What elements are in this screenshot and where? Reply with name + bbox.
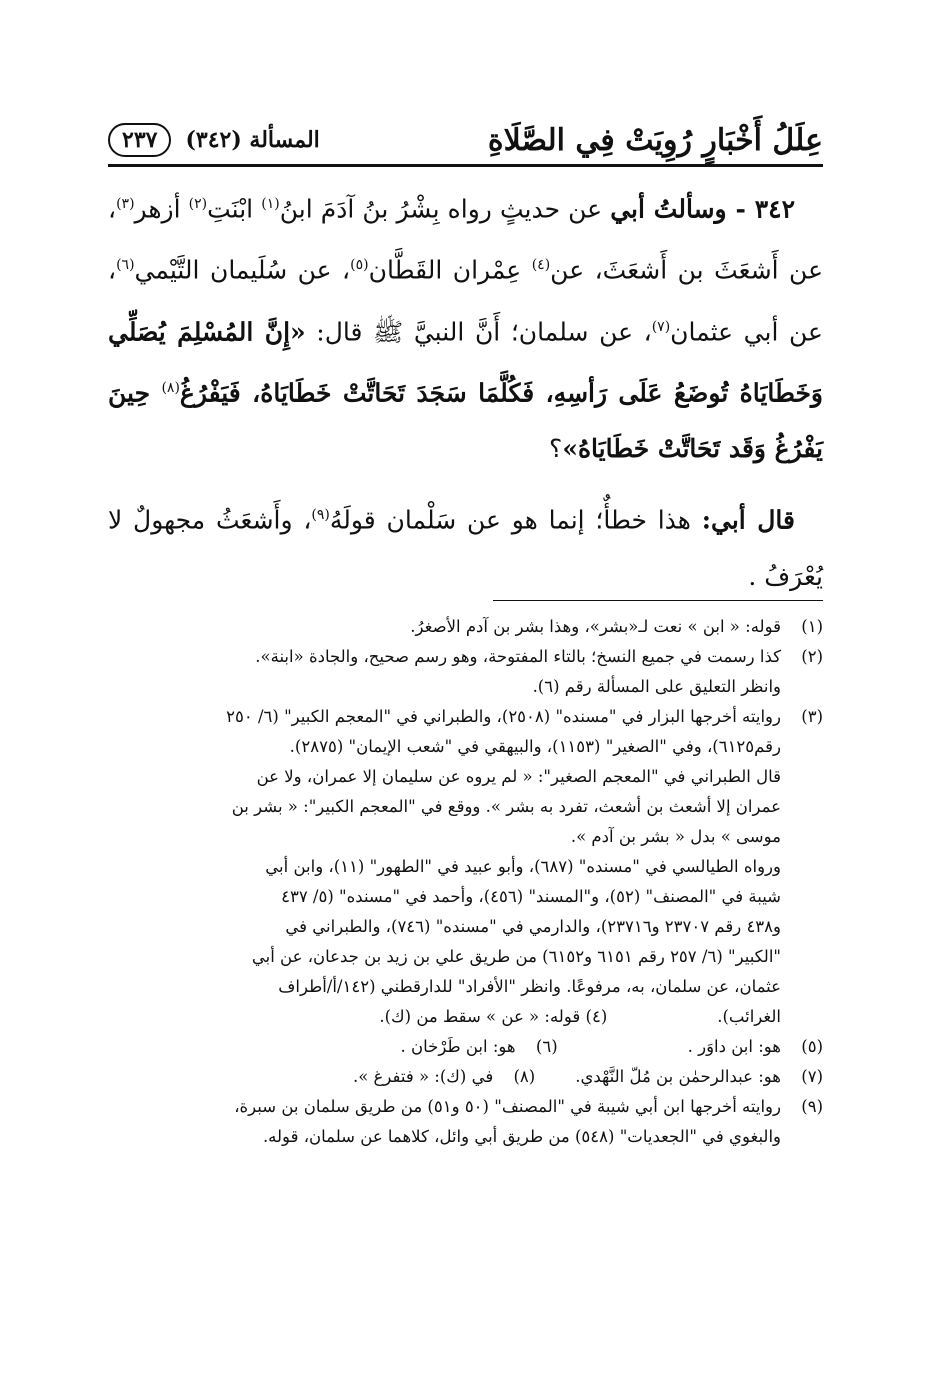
footnote-line: وانظر التعليق على المسألة رقم (٦). [532, 677, 781, 696]
footnote-4 [379, 1002, 607, 1032]
footnote-2 [108, 642, 823, 702]
footnote-ref[interactable]: (٥) [350, 257, 369, 274]
footnote-text [108, 1092, 781, 1152]
footnote-line: "الكبير" (٦/ ٢٥٧ رقم ٦١٥١ و٦١٥٢) من طريق علي بن زيد بن جدعان، عن أبي [251, 947, 781, 966]
question-number: ٣٤٢ - وسألتُ أبي [610, 194, 796, 224]
answer-paragraph [108, 487, 823, 604]
footnote-ref[interactable]: (٩) [311, 507, 330, 524]
footnote-ref[interactable]: (٣) [116, 196, 135, 212]
hadith-quote-end: حِينَ يَفْرُغُ وَقَد تَحَاتَّتْ خَطَايَاهُ» [108, 378, 823, 464]
book-title: عِلَلُ أَخْبَارٍ رُوِيَتْ فِي الصَّلَاةِ [487, 122, 823, 158]
footnotes-5-6 [108, 1032, 823, 1062]
footnote-number: (٢) [801, 647, 823, 666]
footnote-text: هو: عبدالرحمٰن بن مُلّ النَّهْدي. [575, 1067, 781, 1086]
footnote-text: هو: ابن داوَر . [687, 1037, 781, 1056]
footnote-ref[interactable]: (٧) [651, 318, 671, 335]
footnote-text: هو: ابن طَرْخان . [400, 1037, 516, 1056]
footnote-number: (٥) [801, 1037, 823, 1056]
footnote-line: عثمان، عن سلمان، به، مرفوعًا. وانظر "الأفراد" للدارقطني (١٤٢/أ/أطراف [278, 977, 781, 996]
text-run: عِمْران القَطَّان [368, 255, 532, 285]
footnote-line: كذا رسمت في جميع النسخ؛ بالتاء المفتوحة، وهو رسم صحيح، والجادة «ابنة». [255, 647, 781, 666]
main-text [108, 176, 823, 605]
footnote-number: (٤) [585, 1007, 608, 1026]
text-run: ، عن أبي عثمان [108, 255, 823, 346]
footnote-ref[interactable]: (٨) [161, 379, 180, 396]
text-run: ، وأَشعَثُ مجهولٌ لا يُعْرَفُ . [108, 505, 823, 591]
footnote-text: في (ك): « فتفرغ ». [352, 1067, 494, 1086]
footnote-rule [493, 600, 823, 601]
footnote-line: روايته أخرجها البزار في "مسنده" (٢٥٠٨)، والطبراني في "المعجم الكبير" (٦/ ٢٥٠ [226, 707, 781, 726]
text-run: ؟ [549, 434, 563, 464]
header-rule [108, 164, 823, 167]
text-run: هذا خطأٌ؛ إنما هو عن سَلْمان قولَهُ [329, 505, 702, 535]
footnote-3 [108, 702, 823, 1032]
footnote-line: الغرائب). [717, 1007, 781, 1026]
footnote-text: قوله: « عن » سقط من (ك). [379, 1007, 581, 1026]
footnote-8 [353, 1062, 535, 1092]
text-run: عن حديثٍ رواه بِشْرُ بنُ آدَمَ ابنُ [279, 194, 611, 224]
footnote-number: (٦) [535, 1037, 558, 1056]
footnote-ref[interactable]: (٦) [116, 257, 135, 274]
answer-lead: قال أبي: [701, 505, 795, 535]
footnote-line: ورواه الطيالسي في "مسنده" (٦٨٧)، وأبو عبيد في "الطهور" (١١)، وابن أبي [265, 857, 781, 876]
text-run: ، عن سلمان؛ أَنَّ النبيَّ ﷺ قال: [305, 316, 652, 346]
running-head-right [108, 123, 320, 157]
footnote-line: والبغوي في "الجعديات" (٥٤٨) من طريق أبي وائل، كلاهما عن سلمان، قوله. [262, 1127, 781, 1146]
footnote-ref[interactable]: (٢) [188, 196, 208, 212]
page-number: ٢٣٧ [108, 123, 171, 157]
footnotes [108, 612, 823, 1152]
hadith-quote: «إِنَّ المُسْلِمَ يُصَلِّي وَخَطَايَاهُ تُوضَعُ عَلَى رَأسِهِ، فَكُلَّمَا سَجَدَ تَحَاتَّتْ خَطَايَاهُ، فَيَفْرُغُ [108, 316, 823, 408]
footnote-number: (١) [801, 617, 823, 636]
text-run: ، عن سُلَيمان التَّيْمي [134, 255, 351, 285]
footnote-line: و٤٣٨ رقم ٢٣٧٠٧ و٢٣٧١٦)، والدارمي في "مسنده" (٧٤٦)، والطبراني في [285, 917, 781, 936]
footnote-number: (٣) [801, 707, 823, 726]
footnote-line: رقم٦١٢٥)، وفي "الصغير" (١١٥٣)، والبيهقي في "شعب الإيمان" (٢٨٧٥). [289, 737, 781, 756]
footnote-ref[interactable]: (١) [261, 196, 280, 212]
footnote-number: (٩) [801, 1097, 823, 1116]
footnote-line: روايته أخرجها ابن أبي شيبة في "المصنف" (٥٠ و٥١) من طريق سلمان بن سبرة، [234, 1097, 781, 1116]
question-paragraph [108, 176, 823, 477]
footnote-ref[interactable]: (٤) [531, 257, 551, 274]
footnote-text [108, 702, 781, 1032]
running-head [108, 120, 823, 160]
footnote-5 [688, 1032, 823, 1062]
footnote-line-with-fn4 [108, 1002, 781, 1032]
masala-label: المسألة (٣٤٢) [185, 127, 320, 153]
text-run: ابْنَتِ [207, 194, 262, 224]
text-run: أزهر [134, 194, 189, 224]
footnote-1 [108, 612, 823, 642]
footnote-line: عمران إلا أشعث بن أشعث، تفرد به بشر ». ووقع في "المعجم الكبير": « بشر بن [231, 797, 781, 816]
footnote-9 [108, 1092, 823, 1152]
footnote-line: شيبة في "المصنف" (٥٢)، و"المسند" (٤٥٦)، وأحمد في "مسنده" (٥/ ٤٣٧ [281, 887, 781, 906]
footnote-text: قوله: « ابن » نعت لـ«بشر»، وهذا بشر بن آدم الأصغرُ. [410, 617, 781, 636]
footnote-6 [401, 1032, 558, 1062]
footnotes-7-8 [108, 1062, 823, 1092]
footnote-line: موسى » بدل « بشر بن آدم ». [570, 827, 781, 846]
footnote-7 [575, 1062, 823, 1092]
text-run: ، عن أَشعَثَ بن أَشعَثَ، عن [108, 194, 824, 285]
footnote-text [108, 642, 781, 702]
footnote-line: قال الطبراني في "المعجم الصغير": « لم يروه عن سليمان إلا عمران، ولا عن [256, 767, 781, 786]
footnote-number: (٨) [513, 1067, 536, 1086]
footnote-number: (٧) [801, 1067, 823, 1086]
